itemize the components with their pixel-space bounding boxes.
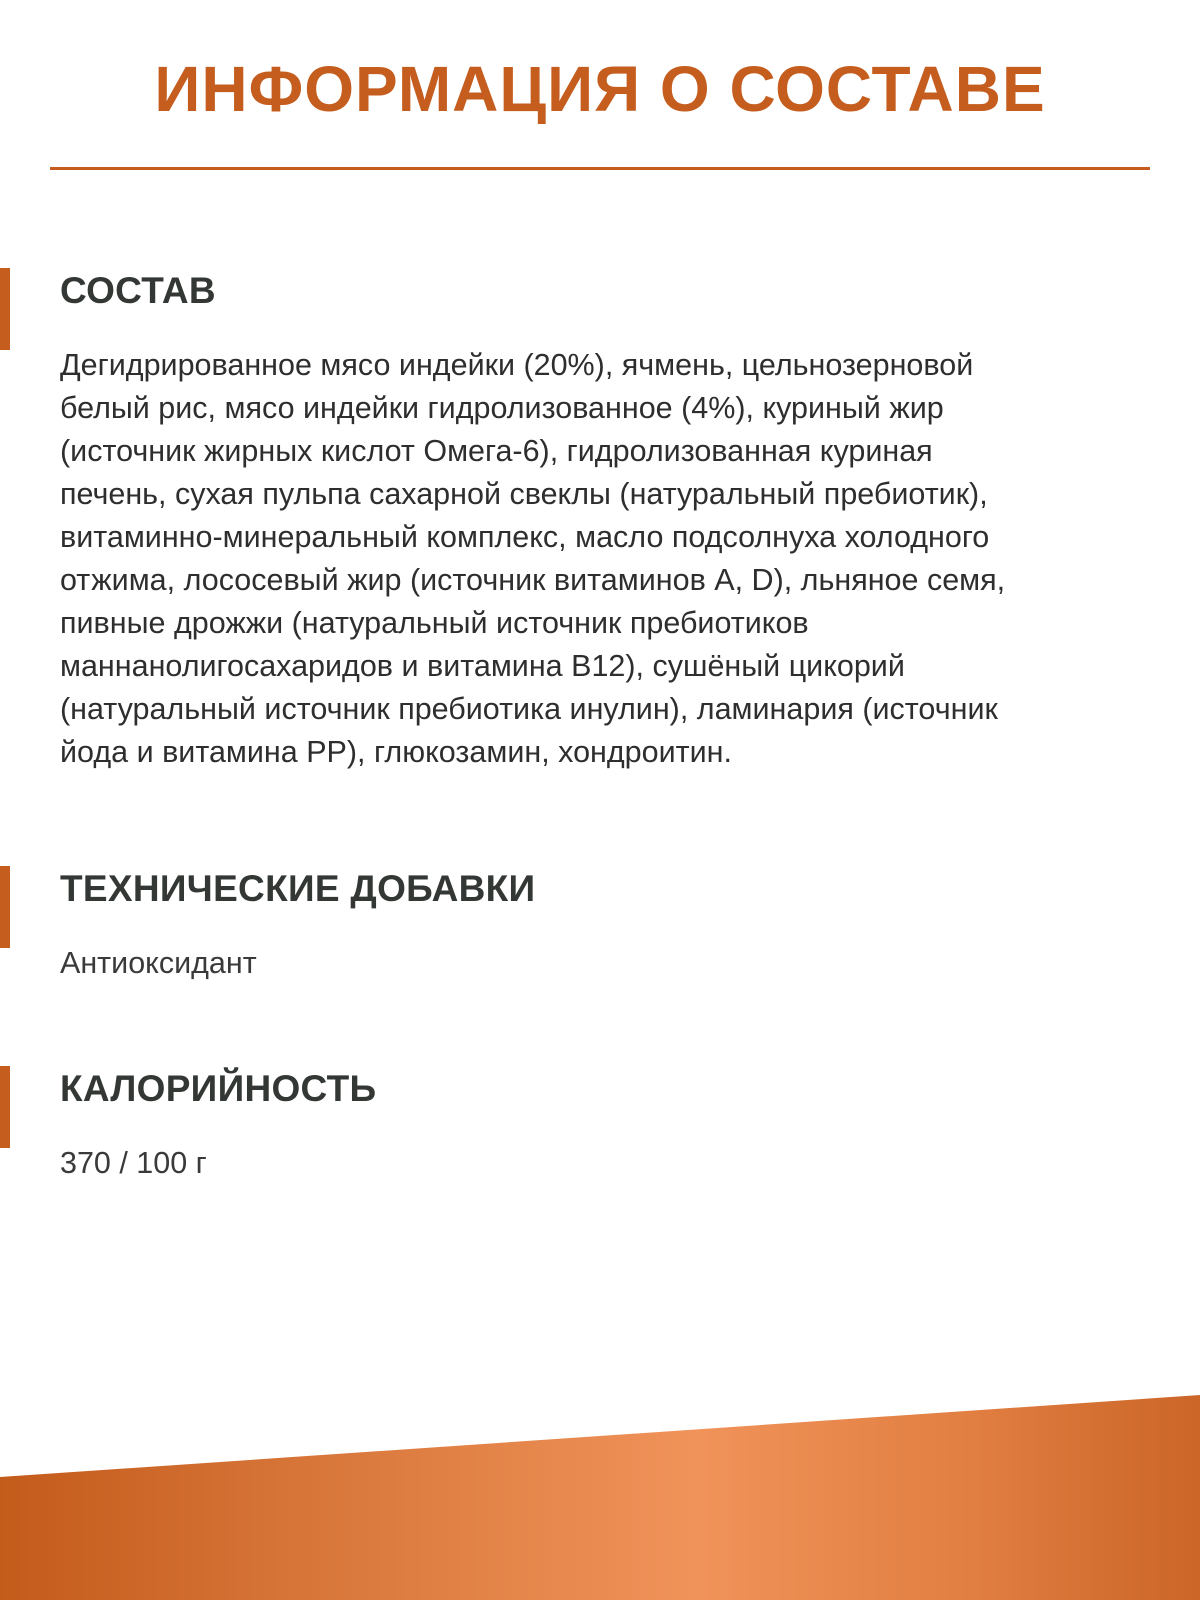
composition-line: белый рис, мясо индейки гидролизованное (4%), куриный жир [60,391,944,425]
composition-line: витаминно-минеральный комплекс, масло подсолнуха холодного [60,520,990,554]
composition-line: (источник жирных кислот Омега-6), гидролизованная куриная [60,434,933,468]
technical-additives-text: Антиоксидант [60,946,257,980]
composition-line: пивные дрожжи (натуральный источник пребиотиков [60,606,809,640]
composition-line: печень, сухая пульпа сахарной свеклы (натуральный пребиотик), [60,477,988,511]
title-divider [50,167,1150,170]
section-accent-bar [0,866,10,948]
composition-line: Дегидрированное мясо индейки (20%), ячмень, цельнозерновой [60,348,974,382]
composition-line: отжима, лососевый жир (источник витаминов A, D), льняное семя, [60,563,1006,597]
section-heading: ТЕХНИЧЕСКИЕ ДОБАВКИ [60,868,536,909]
page-title: ИНФОРМАЦИЯ О СОСТАВЕ [154,53,1046,125]
composition-text [60,344,1140,774]
section-accent-bar [0,1066,10,1148]
section-heading: СОСТАВ [60,270,216,311]
section-heading: КАЛОРИЙНОСТЬ [60,1068,377,1109]
composition-line: йода и витамина PP), глюкозамин, хондроитин. [60,735,732,769]
composition-line: (натуральный источник пребиотика инулин), ламинария (источник [60,692,998,726]
decorative-bottom-band [0,1390,1200,1600]
calories-text: 370 / 100 г [60,1146,207,1180]
composition-line: маннанолигосахаридов и витамина B12), сушёный цикорий [60,649,905,683]
section-accent-bar [0,268,10,350]
